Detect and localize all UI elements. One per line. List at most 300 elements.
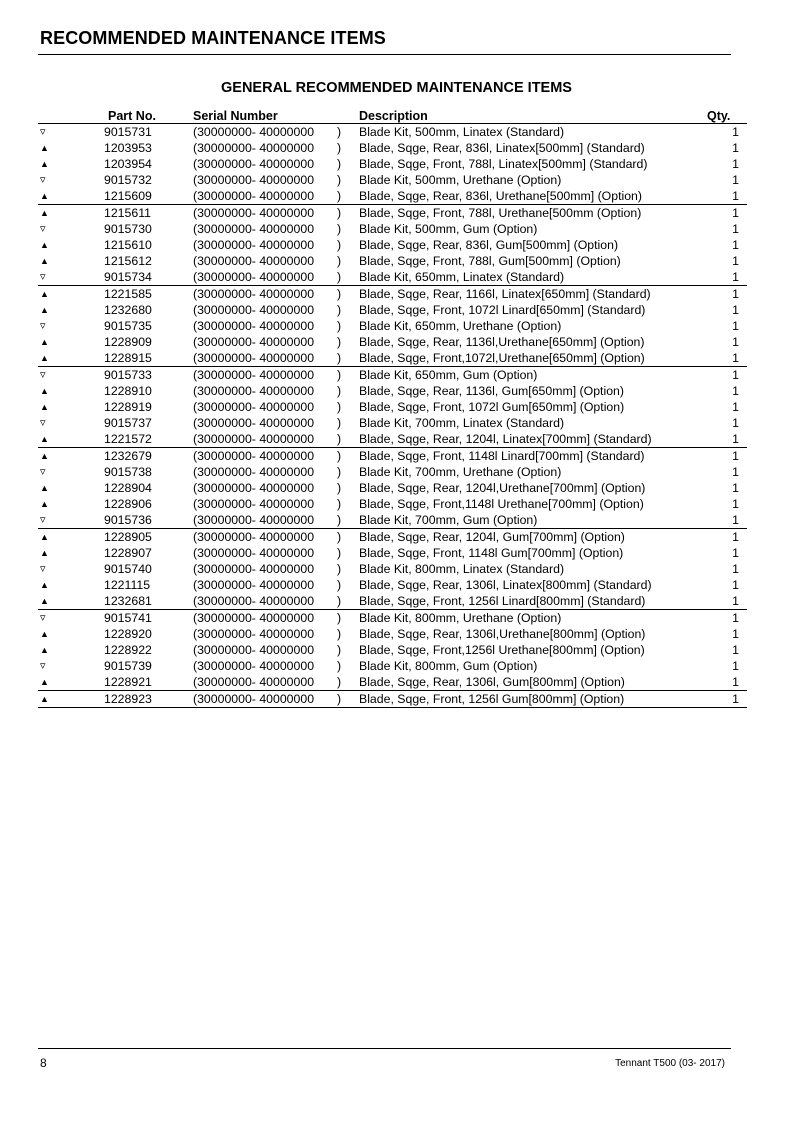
serial-paren: ): [337, 367, 359, 384]
part-number: 9015736: [104, 512, 152, 527]
table-row: [38, 399, 747, 415]
quantity: 1: [732, 318, 739, 333]
row-symbol-icon: [38, 545, 98, 561]
triangle-filled-icon: ▲: [40, 240, 49, 250]
table-row: [38, 610, 747, 627]
part-number: 9015730: [104, 221, 152, 236]
serial-number: (30000000- 40000000: [193, 188, 315, 203]
part-number: 9015733: [98, 367, 193, 384]
description: Blade, Sqge, Front,1072l,Urethane[650mm] (Option): [359, 350, 645, 365]
serial-paren: ): [337, 350, 342, 365]
quantity: 1: [732, 496, 739, 511]
page-title: RECOMMENDED MAINTENANCE ITEMS: [40, 28, 386, 48]
quantity: 1: [732, 237, 739, 252]
row-symbol-icon: [38, 577, 98, 593]
quantity: 1: [732, 221, 739, 236]
row-symbol-icon: [38, 431, 98, 448]
description: Blade Kit, 800mm, Linatex (Standard): [359, 561, 565, 576]
triangle-outline-icon: ▿: [40, 466, 46, 478]
serial-paren: ): [337, 593, 342, 608]
serial-number: (30000000- 40000000: [193, 577, 315, 592]
description: Blade, Sqge, Front, 1256l Linard[800mm] (Standard): [359, 593, 646, 608]
serial-paren: ): [337, 124, 342, 139]
triangle-filled-icon: ▲: [40, 337, 49, 347]
part-number: 1228919: [104, 399, 152, 414]
triangle-outline-icon: ▿: [40, 320, 46, 332]
quantity: 1: [732, 561, 739, 576]
quantity: 1: [732, 124, 739, 139]
triangle-outline-icon: ▿: [40, 271, 46, 283]
table-row: [38, 529, 747, 546]
description: Blade, Sqge, Rear, 1136l,Urethane[650mm] (Option): [359, 334, 645, 349]
description: Blade, Sqge, Front, 1072l Linard[650mm] (Standard): [359, 302, 646, 317]
row-symbol-icon: [38, 415, 98, 431]
serial-number: (30000000- 40000000: [193, 140, 315, 155]
part-number: 1215609: [104, 188, 152, 203]
triangle-filled-icon: ▲: [40, 402, 49, 412]
part-number: 1228923: [98, 691, 193, 708]
triangle-filled-icon: ▲: [40, 548, 49, 558]
description: Blade Kit, 650mm, Urethane (Option): [359, 318, 562, 333]
part-number: 9015739: [104, 658, 152, 673]
quantity: 1: [707, 205, 747, 222]
part-no-header: Part No.: [98, 107, 193, 124]
serial-number: (30000000- 40000000: [193, 237, 315, 252]
table-row: [38, 237, 747, 253]
table-row: [38, 188, 747, 205]
table-row: [38, 334, 747, 350]
row-symbol-icon: [38, 561, 98, 577]
serial-paren: ): [337, 221, 342, 236]
part-number: 1228905: [98, 529, 193, 546]
part-number: 9015735: [104, 318, 152, 333]
row-symbol-icon: [38, 318, 98, 334]
table-row: [38, 172, 747, 188]
table-row: [38, 626, 747, 642]
serial-number-header: Serial Number: [193, 107, 337, 124]
serial-paren: ): [337, 577, 342, 592]
table-row: [38, 124, 747, 141]
triangle-outline-icon: ▿: [40, 126, 46, 138]
description: Blade, Sqge, Rear, 1204l, Gum[700mm] (Option): [359, 529, 707, 546]
table-row: [38, 431, 747, 448]
row-symbol-icon: [38, 269, 98, 286]
serial-paren: ): [337, 172, 342, 187]
row-symbol-icon: [38, 512, 98, 529]
serial-paren: ): [337, 626, 342, 641]
triangle-filled-icon: ▲: [40, 677, 49, 687]
table-row: [38, 269, 747, 286]
symbol-column-header: [38, 107, 98, 124]
quantity: 1: [707, 610, 747, 627]
description: Blade, Sqge, Front,1148l Urethane[700mm] (Option): [359, 496, 644, 511]
triangle-filled-icon: ▲: [40, 596, 49, 606]
part-number: 1228922: [104, 642, 152, 657]
serial-paren-header: [337, 107, 359, 124]
serial-paren: ): [337, 415, 342, 430]
quantity: 1: [732, 480, 739, 495]
quantity: 1: [707, 448, 747, 465]
serial-paren: ): [337, 610, 359, 627]
serial-number: (30000000- 40000000: [193, 302, 315, 317]
table-row: [38, 350, 747, 367]
table-row: [38, 577, 747, 593]
quantity: 1: [707, 367, 747, 384]
row-symbol-icon: [38, 593, 98, 610]
description: Blade, Sqge, Rear, 836l, Linatex[500mm] (Standard): [359, 140, 645, 155]
row-symbol-icon: [38, 253, 98, 269]
serial-number: (30000000- 40000000: [193, 480, 315, 495]
quantity: 1: [732, 399, 739, 414]
triangle-filled-icon: ▲: [40, 434, 49, 444]
row-symbol-icon: [38, 642, 98, 658]
serial-number: (30000000- 40000000: [193, 383, 315, 398]
part-number: 1232680: [104, 302, 152, 317]
table-row: [38, 480, 747, 496]
part-number: 1232681: [104, 593, 152, 608]
row-symbol-icon: [38, 496, 98, 512]
quantity: 1: [732, 302, 739, 317]
description: Blade Kit, 650mm, Linatex (Standard): [359, 269, 565, 284]
serial-paren: ): [337, 399, 342, 414]
description: Blade, Sqge, Rear, 1166l, Linatex[650mm] (Standard): [359, 286, 707, 303]
serial-paren: ): [337, 658, 342, 673]
table-row: [38, 140, 747, 156]
description: Blade, Sqge, Front, 1256l Gum[800mm] (Option): [359, 691, 707, 708]
row-symbol-icon: [38, 302, 98, 318]
part-number: 1228920: [104, 626, 152, 641]
quantity: 1: [732, 593, 739, 608]
row-symbol-icon: [38, 205, 98, 222]
serial-number: (30000000- 40000000: [193, 691, 337, 708]
serial-number: (30000000- 40000000: [193, 658, 315, 673]
serial-paren: ): [337, 237, 342, 252]
description: Blade, Sqge, Front, 788l, Urethane[500mm (Option): [359, 205, 707, 222]
table-row: [38, 545, 747, 561]
serial-number: (30000000- 40000000: [193, 642, 315, 657]
quantity: 1: [732, 334, 739, 349]
row-symbol-icon: [38, 286, 98, 303]
serial-number: (30000000- 40000000: [193, 610, 337, 627]
serial-paren: ): [337, 448, 359, 465]
table-row: [38, 221, 747, 237]
serial-paren: ): [337, 302, 342, 317]
triangle-filled-icon: ▲: [40, 629, 49, 639]
quantity: 1: [732, 415, 739, 430]
serial-number: (30000000- 40000000: [193, 464, 315, 479]
part-number: 1203954: [104, 156, 152, 171]
row-symbol-icon: [38, 626, 98, 642]
part-number: 1221585: [98, 286, 193, 303]
description: Blade, Sqge, Rear, 836l, Gum[500mm] (Option): [359, 237, 619, 252]
part-number: 1228906: [104, 496, 152, 511]
description: Blade, Sqge, Front, 1148l Gum[700mm] (Option): [359, 545, 624, 560]
row-symbol-icon: [38, 674, 98, 691]
triangle-filled-icon: ▲: [40, 208, 49, 218]
row-symbol-icon: [38, 124, 98, 141]
row-symbol-icon: [38, 399, 98, 415]
triangle-filled-icon: ▲: [40, 159, 49, 169]
serial-number: (30000000- 40000000: [193, 286, 337, 303]
quantity: 1: [732, 431, 739, 446]
description: Blade Kit, 500mm, Gum (Option): [359, 221, 538, 236]
table-row: [38, 691, 747, 708]
table-row: [38, 286, 747, 303]
quantity: 1: [732, 350, 739, 365]
part-number: 9015732: [104, 172, 152, 187]
footer-divider: [38, 1048, 731, 1049]
triangle-outline-icon: ▿: [40, 417, 46, 429]
description: Blade Kit, 700mm, Linatex (Standard): [359, 415, 565, 430]
serial-paren: ): [337, 674, 342, 689]
serial-paren: ): [337, 464, 342, 479]
triangle-outline-icon: ▿: [40, 514, 46, 526]
serial-number: (30000000- 40000000: [193, 269, 315, 284]
serial-paren: ): [337, 205, 359, 222]
serial-number: (30000000- 40000000: [193, 431, 315, 446]
part-number: 1228907: [104, 545, 152, 560]
serial-number: (30000000- 40000000: [193, 399, 315, 414]
title-divider: [38, 54, 731, 55]
triangle-outline-icon: ▿: [40, 612, 46, 624]
part-number: 1203953: [104, 140, 152, 155]
quantity: 1: [732, 188, 739, 203]
quantity: 1: [707, 286, 747, 303]
triangle-filled-icon: ▲: [40, 483, 49, 493]
description: Blade, Sqge, Rear, 1204l, Linatex[700mm] (Standard): [359, 431, 652, 446]
row-symbol-icon: [38, 350, 98, 367]
section-title: GENERAL RECOMMENDED MAINTENANCE ITEMS: [221, 80, 572, 96]
description-header: Description: [359, 107, 707, 124]
triangle-filled-icon: ▲: [40, 289, 49, 299]
serial-paren: ): [337, 529, 359, 546]
part-number: 9015734: [104, 269, 152, 284]
serial-paren: ): [337, 140, 342, 155]
row-symbol-icon: [38, 610, 98, 627]
parts-table-body: [38, 124, 747, 708]
serial-paren: ): [337, 512, 342, 527]
row-symbol-icon: [38, 221, 98, 237]
quantity: 1: [732, 464, 739, 479]
table-row: [38, 496, 747, 512]
triangle-filled-icon: ▲: [40, 386, 49, 396]
part-number: 9015740: [104, 561, 152, 576]
table-row: [38, 367, 747, 384]
serial-number: (30000000- 40000000: [193, 124, 315, 139]
row-symbol-icon: [38, 334, 98, 350]
part-number: 9015741: [98, 610, 193, 627]
quantity: 1: [732, 577, 739, 592]
serial-number: (30000000- 40000000: [193, 334, 315, 349]
serial-paren: ): [337, 318, 342, 333]
serial-paren: ): [337, 480, 342, 495]
page-number: 8: [40, 1056, 47, 1070]
part-number: 1215611: [98, 205, 193, 222]
triangle-filled-icon: ▲: [40, 645, 49, 655]
quantity: 1: [732, 172, 739, 187]
serial-number: (30000000- 40000000: [193, 205, 337, 222]
description: Blade Kit, 650mm, Gum (Option): [359, 367, 707, 384]
quantity: 1: [732, 674, 739, 689]
serial-number: (30000000- 40000000: [193, 156, 315, 171]
part-number: 1228910: [104, 383, 152, 398]
table-header-row: [38, 107, 747, 124]
serial-number: (30000000- 40000000: [193, 496, 315, 511]
serial-number: (30000000- 40000000: [193, 674, 315, 689]
quantity: 1: [732, 383, 739, 398]
row-symbol-icon: [38, 658, 98, 674]
document-info: Tennant T500 (03- 2017): [615, 1058, 725, 1069]
serial-paren: ): [337, 561, 342, 576]
triangle-outline-icon: ▿: [40, 174, 46, 186]
quantity: 1: [732, 658, 739, 673]
quantity: 1: [732, 626, 739, 641]
serial-paren: ): [337, 642, 342, 657]
table-row: [38, 383, 747, 399]
serial-number: (30000000- 40000000: [193, 448, 337, 465]
table-row: [38, 561, 747, 577]
description: Blade Kit, 500mm, Urethane (Option): [359, 172, 562, 187]
qty-header: Qty.: [707, 107, 747, 124]
part-number: 9015738: [104, 464, 152, 479]
row-symbol-icon: [38, 383, 98, 399]
serial-number: (30000000- 40000000: [193, 593, 315, 608]
description: Blade Kit, 700mm, Urethane (Option): [359, 464, 562, 479]
serial-number: (30000000- 40000000: [193, 318, 315, 333]
triangle-outline-icon: ▿: [40, 223, 46, 235]
serial-number: (30000000- 40000000: [193, 545, 315, 560]
quantity: 1: [732, 140, 739, 155]
serial-paren: ): [337, 383, 342, 398]
serial-paren: ): [337, 545, 342, 560]
part-number: 1228909: [104, 334, 152, 349]
triangle-outline-icon: ▿: [40, 369, 46, 381]
description: Blade Kit, 500mm, Linatex (Standard): [359, 124, 565, 139]
serial-paren: ): [337, 286, 359, 303]
triangle-outline-icon: ▿: [40, 563, 46, 575]
serial-number: (30000000- 40000000: [193, 221, 315, 236]
quantity: 1: [732, 253, 739, 268]
serial-number: (30000000- 40000000: [193, 415, 315, 430]
parts-table: [38, 107, 747, 708]
part-number: 1215612: [104, 253, 152, 268]
serial-number: (30000000- 40000000: [193, 561, 315, 576]
table-row: [38, 674, 747, 691]
serial-number: (30000000- 40000000: [193, 350, 315, 365]
part-number: 9015737: [104, 415, 152, 430]
serial-number: (30000000- 40000000: [193, 529, 337, 546]
description: Blade, Sqge, Rear, 1306l,Urethane[800mm] (Option): [359, 626, 646, 641]
table-row: [38, 302, 747, 318]
table-row: [38, 318, 747, 334]
table-row: [38, 156, 747, 172]
part-number: 1215610: [104, 237, 152, 252]
part-number: 1232679: [98, 448, 193, 465]
serial-paren: ): [337, 269, 342, 284]
triangle-outline-icon: ▿: [40, 660, 46, 672]
serial-paren: ): [337, 156, 342, 171]
table-row: [38, 512, 747, 529]
serial-paren: ): [337, 188, 342, 203]
table-row: [38, 642, 747, 658]
triangle-filled-icon: ▲: [40, 499, 49, 509]
triangle-filled-icon: ▲: [40, 532, 49, 542]
part-number: 1228915: [104, 350, 152, 365]
row-symbol-icon: [38, 156, 98, 172]
description: Blade, Sqge, Front, 1148l Linard[700mm] (Standard): [359, 448, 707, 465]
triangle-filled-icon: ▲: [40, 143, 49, 153]
serial-paren: ): [337, 253, 342, 268]
triangle-filled-icon: ▲: [40, 580, 49, 590]
part-number: 1228904: [104, 480, 152, 495]
table-row: [38, 253, 747, 269]
serial-paren: ): [337, 691, 359, 708]
description: Blade Kit, 700mm, Gum (Option): [359, 512, 538, 527]
serial-number: (30000000- 40000000: [193, 172, 315, 187]
part-number: 9015731: [104, 124, 152, 139]
description: Blade, Sqge, Rear, 1306l, Gum[800mm] (Option): [359, 674, 625, 689]
description: Blade, Sqge, Front, 788l, Linatex[500mm] (Standard): [359, 156, 648, 171]
quantity: 1: [732, 156, 739, 171]
serial-number: (30000000- 40000000: [193, 626, 315, 641]
row-symbol-icon: [38, 691, 98, 708]
description: Blade, Sqge, Rear, 1204l,Urethane[700mm] (Option): [359, 480, 646, 495]
description: Blade, Sqge, Front, 788l, Gum[500mm] (Option): [359, 253, 621, 268]
triangle-filled-icon: ▲: [40, 353, 49, 363]
serial-number: (30000000- 40000000: [193, 512, 315, 527]
quantity: 1: [732, 512, 739, 527]
triangle-filled-icon: ▲: [40, 256, 49, 266]
description: Blade, Sqge, Rear, 1306l, Linatex[800mm] (Standard): [359, 577, 652, 592]
table-row: [38, 464, 747, 480]
row-symbol-icon: [38, 188, 98, 205]
row-symbol-icon: [38, 464, 98, 480]
description: Blade, Sqge, Front,1256l Urethane[800mm] (Option): [359, 642, 645, 657]
description: Blade Kit, 800mm, Gum (Option): [359, 658, 538, 673]
quantity: 1: [707, 691, 747, 708]
row-symbol-icon: [38, 140, 98, 156]
triangle-filled-icon: ▲: [40, 305, 49, 315]
serial-paren: ): [337, 431, 342, 446]
quantity: 1: [732, 545, 739, 560]
serial-paren: ): [337, 496, 342, 511]
table-row: [38, 593, 747, 610]
row-symbol-icon: [38, 480, 98, 496]
table-row: [38, 658, 747, 674]
quantity: 1: [707, 529, 747, 546]
part-number: 1221572: [104, 431, 152, 446]
table-row: [38, 205, 747, 222]
row-symbol-icon: [38, 529, 98, 546]
row-symbol-icon: [38, 237, 98, 253]
serial-number: (30000000- 40000000: [193, 253, 315, 268]
description: Blade, Sqge, Rear, 1136l, Gum[650mm] (Option): [359, 383, 624, 398]
description: Blade Kit, 800mm, Urethane (Option): [359, 610, 707, 627]
serial-number: (30000000- 40000000: [193, 367, 337, 384]
triangle-filled-icon: ▲: [40, 694, 49, 704]
table-row: [38, 448, 747, 465]
quantity: 1: [732, 642, 739, 657]
description: Blade, Sqge, Front, 1072l Gum[650mm] (Option): [359, 399, 625, 414]
part-number: 1221115: [104, 577, 151, 592]
row-symbol-icon: [38, 172, 98, 188]
serial-paren: ): [337, 334, 342, 349]
table-row: [38, 415, 747, 431]
part-number: 1228921: [104, 674, 152, 689]
row-symbol-icon: [38, 448, 98, 465]
row-symbol-icon: [38, 367, 98, 384]
triangle-filled-icon: ▲: [40, 451, 49, 461]
